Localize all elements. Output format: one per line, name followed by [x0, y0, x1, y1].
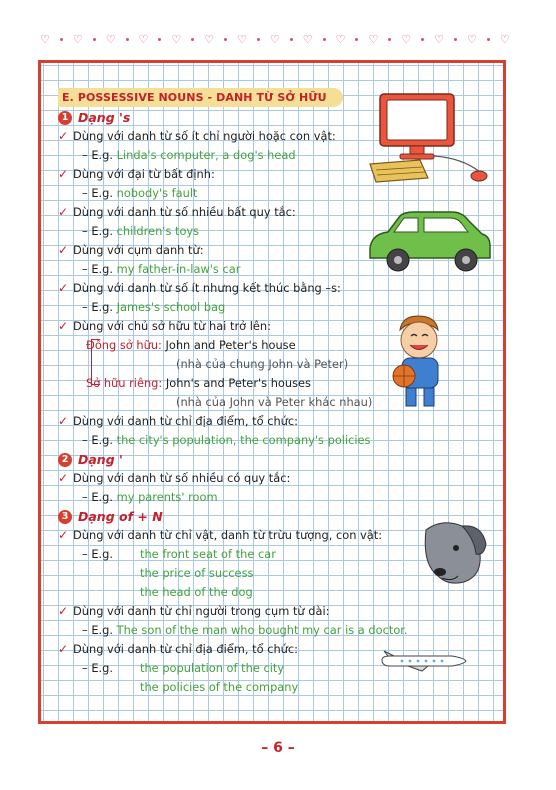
example-text: my father-in-law's car	[116, 262, 241, 276]
rule-text: Dùng với danh từ số ít nhưng kết thúc bằng –s:	[73, 281, 341, 295]
example-label: – E.g.	[82, 661, 113, 675]
rule-text: Dùng với danh từ chỉ địa điểm, tổ chức:	[73, 414, 298, 428]
checkmark-icon: ✓	[58, 414, 69, 428]
checkmark-icon: ✓	[58, 471, 69, 485]
subsection-title: Dạng of + N	[78, 509, 163, 524]
example-text: children's toys	[116, 224, 200, 238]
heart-icon: ♡	[434, 33, 444, 46]
example-label: – E.g.	[82, 490, 117, 504]
subsection-3-title	[58, 507, 478, 526]
subsection-title: Dạng '	[78, 452, 123, 467]
lesson-content	[58, 88, 478, 697]
dot-icon	[191, 38, 194, 41]
section-heading: E. POSSESSIVE NOUNS - DANH TỪ SỞ HỮU	[58, 88, 343, 107]
heart-icon: ♡	[237, 33, 247, 46]
example-row	[58, 146, 478, 165]
joint-ownership-row	[58, 336, 478, 355]
rule-text: Dùng với danh từ số nhiều bất quy tắc:	[73, 205, 296, 219]
example-text: The son of the man who bought my car is a doctor.	[116, 623, 408, 637]
dot-icon	[421, 38, 424, 41]
rule-row	[58, 165, 478, 184]
checkmark-icon: ✓	[58, 642, 69, 656]
rule-row	[58, 279, 478, 298]
dot-icon	[126, 38, 129, 41]
heart-icon: ♡	[368, 33, 379, 46]
checkmark-icon: ✓	[58, 604, 69, 618]
example-row	[58, 621, 478, 640]
rule-text: Dùng với danh từ chỉ người trong cụm từ dài:	[73, 604, 330, 618]
example-label: – E.g.	[82, 623, 117, 637]
heart-icon: ♡	[204, 33, 215, 46]
checkmark-icon: ✓	[58, 129, 69, 143]
example-row	[58, 659, 478, 678]
example-text: nobody's fault	[116, 186, 198, 200]
heart-icon: ♡	[105, 33, 116, 46]
example-text: Linda's computer, a dog's head	[116, 148, 296, 162]
example-label: – E.g.	[82, 300, 117, 314]
rule-row	[58, 640, 478, 659]
rule-row	[58, 526, 478, 545]
number-badge: 2	[58, 453, 72, 467]
heart-icon: ♡	[40, 33, 50, 46]
joint-ownership-label: Đồng sở hữu:	[86, 338, 162, 352]
number-badge: 3	[58, 510, 72, 524]
dot-icon	[388, 38, 391, 41]
example-row	[58, 431, 478, 450]
checkmark-icon: ✓	[58, 205, 69, 219]
dot-icon	[93, 38, 96, 41]
example-row	[58, 222, 478, 241]
checkmark-icon: ✓	[58, 319, 69, 333]
rule-text: Dùng với chủ sở hữu từ hai trở lên:	[73, 319, 271, 333]
joint-ownership-note: (nhà của chung John và Peter)	[176, 357, 349, 371]
dot-icon	[454, 38, 457, 41]
example-row	[58, 260, 478, 279]
example-label: – E.g.	[82, 547, 113, 561]
rule-text: Dùng với danh từ số ít chỉ người hoặc con vật:	[73, 129, 336, 143]
example-text: my parents' room	[116, 490, 218, 504]
example-text: the price of success	[140, 566, 254, 580]
subsection-1-title	[58, 108, 478, 127]
example-row	[58, 545, 478, 564]
example-label: – E.g.	[82, 186, 117, 200]
rule-row	[58, 317, 478, 336]
rule-row	[58, 203, 478, 222]
joint-ownership-text: John and Peter's house	[161, 338, 296, 352]
heart-icon: ♡	[466, 33, 477, 46]
heart-icon: ♡	[138, 33, 149, 46]
page-number: – 6 –	[261, 740, 295, 756]
example-label: – E.g.	[82, 433, 117, 447]
rule-text: Dùng với đại từ bất định:	[73, 167, 215, 181]
heart-icon: ♡	[499, 33, 510, 46]
separate-ownership-note: (nhà của John và Peter khác nhau)	[176, 395, 373, 409]
number-badge: 1	[58, 111, 72, 125]
dot-icon	[323, 38, 326, 41]
heart-icon: ♡	[269, 33, 280, 46]
checkmark-icon: ✓	[58, 167, 69, 181]
dot-icon	[290, 38, 293, 41]
dot-icon	[487, 38, 490, 41]
dot-icon	[60, 38, 63, 41]
separate-ownership-text: John's and Peter's houses	[162, 376, 311, 390]
rule-row	[58, 602, 478, 621]
checkmark-icon: ✓	[58, 281, 69, 295]
separate-ownership-row	[58, 374, 478, 393]
example-row	[58, 298, 478, 317]
dot-icon	[355, 38, 358, 41]
rule-row	[58, 241, 478, 260]
example-row	[58, 184, 478, 203]
subsection-2-title	[58, 450, 478, 469]
rule-text: Dùng với cụm danh từ:	[73, 243, 204, 257]
example-label: – E.g.	[82, 148, 117, 162]
example-label: – E.g.	[82, 224, 117, 238]
heart-icon: ♡	[302, 33, 313, 46]
checkmark-icon: ✓	[58, 528, 69, 542]
example-text: the city's population, the company's policies	[116, 433, 371, 447]
dot-icon	[257, 38, 260, 41]
example-row	[58, 488, 478, 507]
rule-row	[58, 412, 478, 431]
separate-ownership-label: Sở hữu riêng:	[86, 376, 163, 390]
checkmark-icon: ✓	[58, 243, 69, 257]
rule-text: Dùng với danh từ số nhiều có quy tắc:	[73, 471, 291, 485]
rule-text: Dùng với danh từ chỉ vật, danh từ trừu tượng, con vật:	[73, 528, 383, 542]
heart-border	[40, 34, 510, 45]
example-text: the front seat of the car	[140, 547, 276, 561]
example-text: the population of the city	[140, 661, 285, 675]
rule-text: Dùng với danh từ chỉ địa điểm, tổ chức:	[73, 642, 298, 656]
example-text: the head of the dog	[140, 585, 253, 599]
heart-icon: ♡	[171, 33, 182, 46]
dot-icon	[224, 38, 227, 41]
example-text: James's school bag	[116, 300, 226, 314]
example-label: – E.g.	[82, 262, 117, 276]
heart-icon: ♡	[335, 33, 346, 46]
example-text: the policies of the company	[140, 680, 299, 694]
heart-icon: ♡	[72, 33, 83, 46]
subsection-title: Dạng 's	[78, 110, 131, 125]
rule-row	[58, 469, 478, 488]
dot-icon	[158, 38, 161, 41]
heart-icon: ♡	[401, 33, 412, 46]
rule-row	[58, 127, 478, 146]
